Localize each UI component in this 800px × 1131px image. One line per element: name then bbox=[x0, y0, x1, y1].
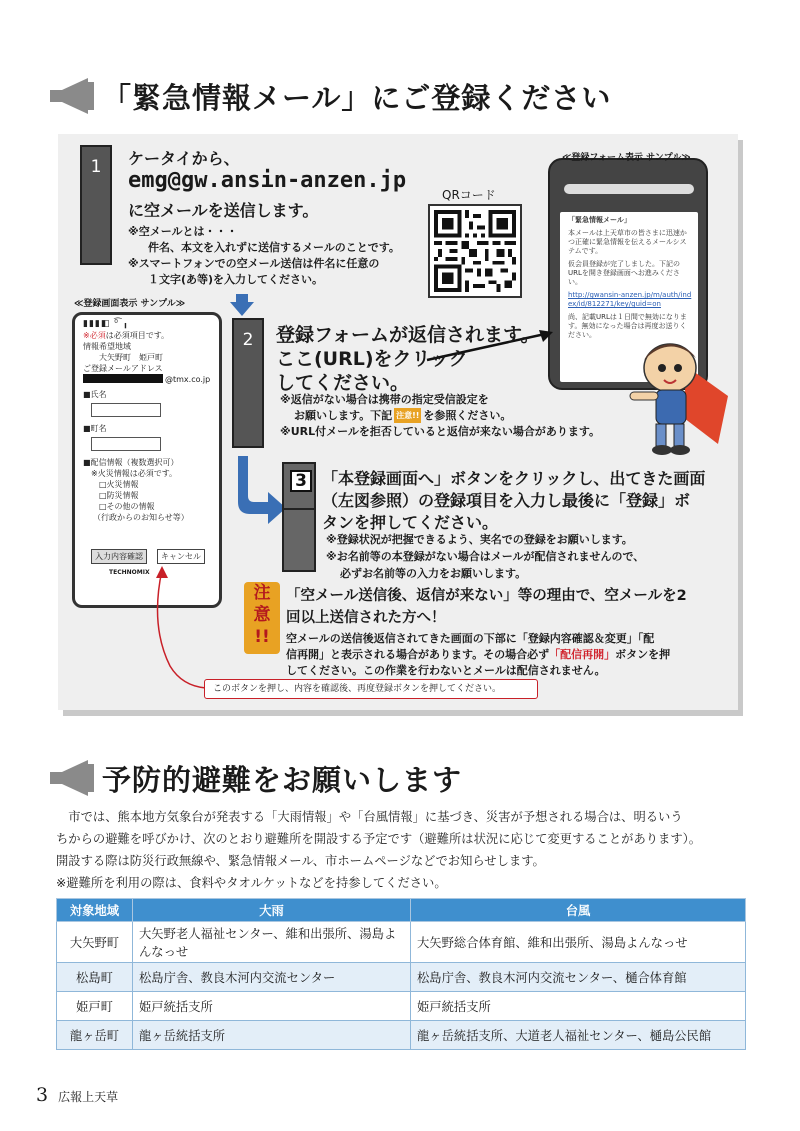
caution-badge bbox=[244, 582, 280, 654]
curved-arrow-icon bbox=[232, 456, 286, 526]
sample-registration-link[interactable]: http://gwansin-anzen.jp/m/auth/index/id/812271/key/guid=on bbox=[568, 291, 692, 308]
required-mark: ※必須 bbox=[83, 331, 106, 340]
header-heavy-rain: 大雨 bbox=[133, 899, 411, 922]
evacuation-paragraph bbox=[56, 806, 748, 894]
step3-bar bbox=[282, 462, 316, 572]
address-domain: @tmx.co.jp bbox=[165, 375, 211, 384]
area-label: 情報希望地域 bbox=[83, 342, 131, 351]
cell-typhoon: 大矢野総合体育館、維和出張所、湯島よんなっせ bbox=[411, 922, 746, 963]
sample-mail-body1: 本メールは上天草市の皆さまに迅速かつ正確に緊急情報を伝えるメールシステムです。 bbox=[568, 229, 687, 255]
caution-body3: してください。この作業を行わないとメールは配信されません。 bbox=[286, 664, 606, 677]
cell-heavy-rain: 龍ヶ岳統括支所 bbox=[133, 1021, 411, 1050]
left-phone-caption: ≪登録画面表示 サンプル≫ bbox=[74, 299, 186, 309]
header-typhoon: 台風 bbox=[411, 899, 746, 922]
header-area: 対象地域 bbox=[57, 899, 133, 922]
page-number: 3 bbox=[36, 1084, 49, 1106]
caution-badge-line2: 意 bbox=[253, 605, 271, 625]
step1-number: 1 bbox=[90, 157, 102, 177]
redacted-address bbox=[83, 374, 163, 383]
required-note: は必須項目です。 bbox=[105, 331, 170, 340]
paragraph-line2: ちからの避難を呼びかけ、次のとおり避難所を開設する予定です（避難所は状況に応じて変更することがあります）。 bbox=[56, 832, 702, 846]
registration-email-address[interactable]: emg@gw.ansin-anzen.jp bbox=[128, 168, 407, 193]
paragraph-line3: 開設する際は防災行政無線や、緊急情報メール、市ホームページなどでお知らせします。 bbox=[56, 854, 545, 868]
section-heading-emergency-mail bbox=[48, 70, 611, 122]
mascot-illustration bbox=[626, 326, 730, 456]
option-other[interactable]: □その他の情報 bbox=[99, 502, 155, 511]
shelter-table bbox=[56, 898, 746, 1050]
step3-number: 3 bbox=[290, 470, 312, 492]
table-row bbox=[57, 922, 746, 963]
table-header-row bbox=[57, 899, 746, 922]
area-value: 大矢野町 姫戸町 bbox=[99, 353, 163, 362]
phone-speaker bbox=[564, 184, 694, 194]
step2-number: 2 bbox=[242, 330, 254, 350]
caution-body2a: 信再開」と表示される場合があります。その場合必ず bbox=[286, 648, 550, 661]
step2-note2b: を参照ください。 bbox=[423, 409, 512, 422]
town-label: ■町名 bbox=[83, 424, 107, 433]
step3-note2: ※お名前等の本登録がない場合はメールが配信されませんので、 bbox=[326, 550, 645, 563]
publication-name: 広報上天草 bbox=[58, 1090, 119, 1104]
step3-line3: タンを押してください。 bbox=[322, 513, 499, 532]
callout-connector bbox=[150, 566, 220, 696]
callout-note: このボタンを押し、内容を確認後、再度登録ボタンを押してください。 bbox=[204, 679, 538, 699]
step3-note1: ※登録状況が把握できるよう、実名での登録をお願いします。 bbox=[326, 533, 633, 546]
step2-note3: ※URL付メールを拒否していると返信が来ない場合があります。 bbox=[280, 425, 601, 438]
cell-heavy-rain: 松島庁舎、教良木河内交流センター bbox=[133, 963, 411, 992]
step1-line3: に空メールを送信します。 bbox=[128, 201, 319, 220]
step1-bar bbox=[80, 145, 112, 265]
caution-headline2: 回以上送信された方へ！ bbox=[286, 610, 446, 626]
table-row bbox=[57, 992, 746, 1021]
step2-line1: 登録フォームが返信されます。 bbox=[276, 324, 540, 346]
cell-area: 松島町 bbox=[57, 963, 133, 992]
step3-line2: （左図参照）の登録項目を入力し最後に「登録」ボ bbox=[322, 491, 691, 510]
cell-area: 大矢野町 bbox=[57, 922, 133, 963]
down-arrow-icon bbox=[230, 294, 254, 316]
step1-line1: ケータイから、 bbox=[128, 149, 240, 168]
step2-note1: ※返信がない場合は携帯の指定受信設定を bbox=[280, 393, 489, 406]
paragraph-line1: 市では、熊本地方気象台が発表する「大雨情報」や「台風情報」に基づき、災害が予想される場合は、明るいう bbox=[56, 810, 683, 824]
qr-code-icon[interactable] bbox=[428, 204, 522, 298]
step3-line1: 「本登録画面へ」ボタンをクリックし、出てきた画面 bbox=[322, 469, 706, 488]
step2-line3: してください。 bbox=[276, 372, 410, 394]
step1-note4: １文字(あ等)を入力してください。 bbox=[148, 273, 324, 286]
sample-phone-registration-screen bbox=[72, 312, 222, 608]
right-phone-caption: ≪登録フォーム表示 サンプル≫ bbox=[562, 153, 691, 163]
sample-mail-body2: 仮会員登録が完了しました。下記のURLを開き登録画面へお進みください。 bbox=[568, 260, 680, 286]
table-row bbox=[57, 963, 746, 992]
paragraph-line4: ※避難所を利用の際は、食料やタオルケットなどを持参してください。 bbox=[56, 876, 447, 890]
cell-typhoon: 姫戸統括支所 bbox=[411, 992, 746, 1021]
megaphone-icon bbox=[48, 76, 96, 116]
brand-logo: TECHNOMIX bbox=[109, 569, 150, 576]
confirm-input-button[interactable]: 入力内容確認 bbox=[91, 549, 147, 564]
settings-note: ※火災情報は必須です。 bbox=[91, 469, 178, 478]
caution-headline1: 「空メール送信後、返信が来ない」等の理由で、空メールを2 bbox=[286, 588, 687, 604]
step1-note2: 件名、本文を入れずに送信するメールのことです。 bbox=[148, 241, 400, 254]
step2-note2a: お願いします。下記 bbox=[294, 409, 393, 422]
megaphone-icon bbox=[48, 758, 96, 798]
step2-line2: ここ(URL)をクリック bbox=[276, 348, 468, 370]
option-fire[interactable]: □火災情報 bbox=[99, 480, 139, 489]
cell-typhoon: 松島庁舎、教良木河内交流センター、樋合体育館 bbox=[411, 963, 746, 992]
sample-mail-body3: 尚、記載URLは１日間で無効になります。無効になった場合は再度お送りください。 bbox=[568, 313, 687, 339]
option-disaster[interactable]: □防災情報 bbox=[99, 491, 139, 500]
cancel-button[interactable]: キャンセル bbox=[157, 549, 205, 564]
name-label: ■氏名 bbox=[83, 390, 107, 399]
caution-mini-badge: 注意!! bbox=[394, 408, 421, 423]
section-heading-evacuation bbox=[48, 752, 462, 804]
sample-mail-title: 「緊急情報メール」 bbox=[568, 216, 631, 224]
caution-body1: 空メールの送信後返信されてきた画面の下部に「登録内容確認＆変更」「配 bbox=[286, 632, 655, 645]
step1-note3: ※スマートフォンでの空メール送信は件名に任意の bbox=[128, 257, 380, 270]
cell-heavy-rain: 姫戸統括支所 bbox=[133, 992, 411, 1021]
step2-bar bbox=[232, 318, 264, 448]
status-bar-icons: ▮▮▮◧ ⁰͡ ╻ bbox=[83, 319, 130, 329]
page-title: 「緊急情報メール」にご登録ください bbox=[102, 80, 612, 115]
cell-area: 龍ヶ岳町 bbox=[57, 1021, 133, 1050]
address-label: ご登録メールアドレス bbox=[83, 364, 163, 373]
section2-title: 予防的避難をお願いします bbox=[102, 762, 463, 797]
name-input[interactable] bbox=[91, 403, 161, 417]
cell-heavy-rain: 大矢野老人福祉センター、維和出張所、湯島よんなっせ bbox=[133, 922, 411, 963]
settings-label: ■配信情報（複数選択可） bbox=[83, 458, 179, 467]
town-input[interactable] bbox=[91, 437, 161, 451]
table-row bbox=[57, 1021, 746, 1050]
page-footer bbox=[36, 1084, 118, 1106]
step1-note1: ※空メールとは・・・ bbox=[128, 225, 238, 238]
resume-delivery-highlight: 「配信再開」 bbox=[549, 648, 616, 661]
options-note: （行政からのお知らせ等） bbox=[93, 513, 189, 522]
caution-body2b: ボタンを押 bbox=[615, 648, 671, 661]
cell-typhoon: 龍ヶ岳統括支所、大道老人福祉センター、樋島公民館 bbox=[411, 1021, 746, 1050]
caution-badge-line3: !! bbox=[254, 627, 270, 647]
caution-badge-line1: 注 bbox=[253, 583, 271, 603]
qr-label: QRコード bbox=[442, 188, 496, 202]
step3-note3: 必ずお名前等の入力をお願いします。 bbox=[340, 567, 527, 580]
cell-area: 姫戸町 bbox=[57, 992, 133, 1021]
